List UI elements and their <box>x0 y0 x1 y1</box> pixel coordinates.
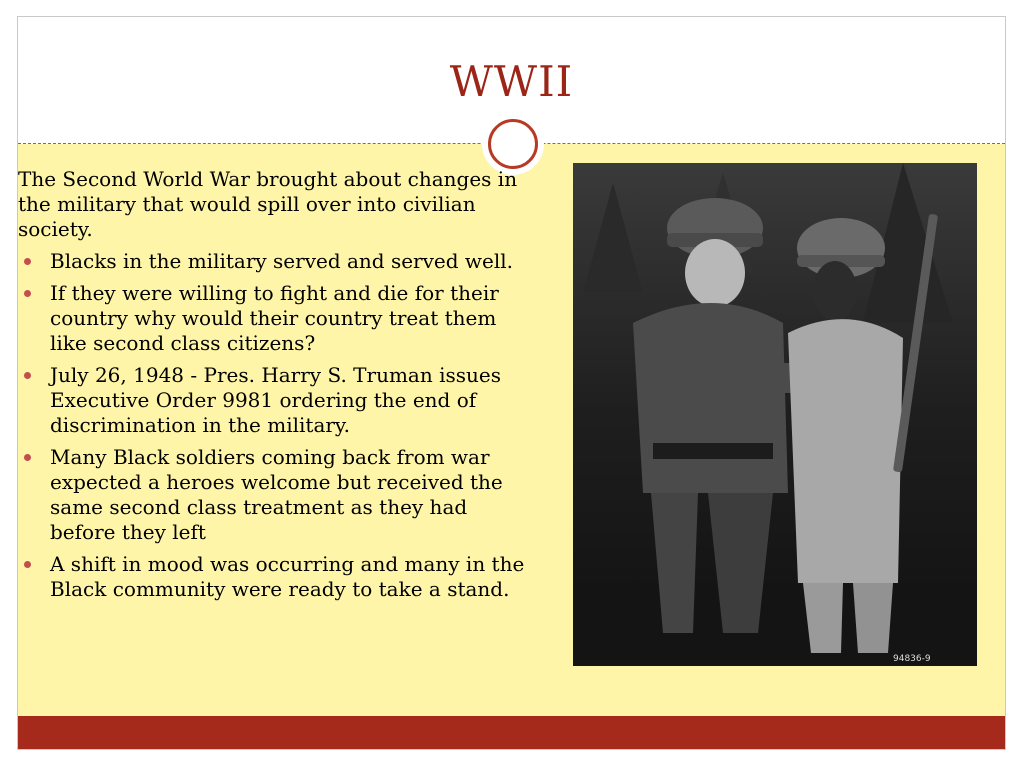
bullet-text: If they were willing to fight and die for their country why would their country treat them like second class citizens? <box>50 281 499 355</box>
photo-illustration <box>573 163 977 666</box>
list-item <box>18 281 538 356</box>
historical-photo <box>573 163 977 666</box>
list-item <box>18 249 538 274</box>
bullet-dot-icon <box>24 454 31 461</box>
body-text <box>18 167 538 609</box>
slide-title: WWII <box>449 57 574 106</box>
bullet-dot-icon <box>24 372 31 379</box>
intro-paragraph: The Second World War brought about changes in the military that would spill over into civilian society. <box>18 167 518 241</box>
bottom-bar <box>18 716 1005 750</box>
list-item <box>18 363 538 438</box>
slide <box>17 16 1006 750</box>
bullet-text: Many Black soldiers coming back from war expected a heroes welcome but received the same second class treatment as they had before they left <box>50 445 503 544</box>
bullet-dot-icon <box>24 290 31 297</box>
bullet-text: July 26, 1948 - Pres. Harry S. Truman issues Executive Order 9981 ordering the end of discrimination in the military. <box>50 363 501 437</box>
bullet-list <box>18 249 538 602</box>
photo-caption: 94836-9 <box>893 654 931 664</box>
divider-ring-icon <box>488 119 538 169</box>
list-item <box>18 445 538 545</box>
list-item <box>18 552 538 602</box>
bullet-dot-icon <box>24 561 31 568</box>
bullet-text: Blacks in the military served and served well. <box>50 249 514 273</box>
bullet-text: A shift in mood was occurring and many in the Black community were ready to take a stand. <box>50 552 525 601</box>
bullet-dot-icon <box>24 258 31 265</box>
